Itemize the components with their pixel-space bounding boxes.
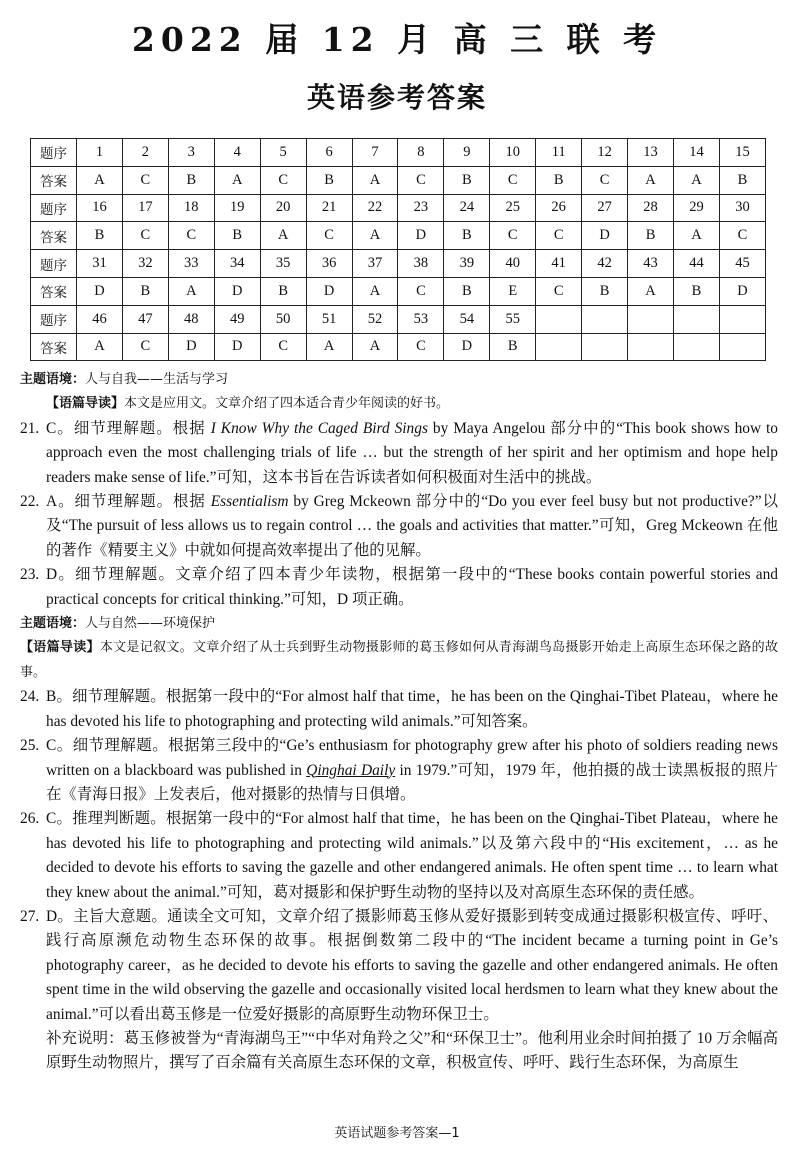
answer-cell: C xyxy=(306,222,352,250)
answer-cell: B xyxy=(582,277,628,305)
answer-cell: C xyxy=(398,277,444,305)
answer-explanation-27: 27. D。主旨大意题。通读全文可知，文章介绍了摄影师葛玉修从爱好摄影到转变成通过摄影积极宣传、呼吁、践行高原濒危动物生态环保的故事。根据倒数第二段中的“The incident became a turning point in Ge’s photography career，as he decided to devote his efforts to saving the gazelle and other endangered animals. He often spent time in the wild observing the gazelle and occasionally visited local herdsmen to learn what they knew about the animal.”可以看出葛玉修是一位爱好摄影的高原野生动物环保卫士。 xyxy=(20,907,778,1023)
question-number-cell: 48 xyxy=(168,305,214,333)
question-number-cell: 38 xyxy=(398,250,444,278)
row-label: 题序 xyxy=(31,194,77,222)
answer-cell: B xyxy=(214,222,260,250)
answer-cell xyxy=(536,333,582,361)
question-number-cell: 55 xyxy=(490,305,536,333)
answer-cell: C xyxy=(122,222,168,250)
question-number-cell: 13 xyxy=(628,139,674,167)
question-number-cell: 6 xyxy=(306,139,352,167)
question-number-cell: 10 xyxy=(490,139,536,167)
answer-cell: B xyxy=(719,166,765,194)
question-number-cell: 36 xyxy=(306,250,352,278)
number-row xyxy=(31,139,766,167)
answer-cell: A xyxy=(168,277,214,305)
question-number-cell: 16 xyxy=(77,194,123,222)
answer-cell: B xyxy=(444,277,490,305)
answer-cell: B xyxy=(168,166,214,194)
answer-cell: E xyxy=(490,277,536,305)
answer-cell: B xyxy=(628,222,674,250)
answer-cell: C xyxy=(260,333,306,361)
answer-cell: D xyxy=(444,333,490,361)
question-number-cell: 17 xyxy=(122,194,168,222)
answer-cell: A xyxy=(628,166,674,194)
question-number-cell: 47 xyxy=(122,305,168,333)
answer-cell: A xyxy=(628,277,674,305)
question-number-cell: 37 xyxy=(352,250,398,278)
answer-cell: D xyxy=(214,277,260,305)
question-number-cell: 25 xyxy=(490,194,536,222)
page-subtitle: 英语参考答案 xyxy=(306,81,487,114)
answer-row xyxy=(31,222,766,250)
question-number-cell: 42 xyxy=(582,250,628,278)
number-row xyxy=(31,305,766,333)
answer-cell: B xyxy=(77,222,123,250)
question-number-cell: 9 xyxy=(444,139,490,167)
answer-cell: B xyxy=(260,277,306,305)
answer-cell: A xyxy=(673,222,719,250)
explanations xyxy=(20,368,778,1076)
guide-line-2: 【语篇导读】本文是记叙文。文章介绍了从士兵到野生动物摄影师的葛玉修如何从青海湖鸟岛摄影开始走上高原生态环保之路的故事。 xyxy=(20,640,778,680)
theme-line-2: 主题语境：人与自然——环境保护 xyxy=(20,616,216,632)
row-label: 答案 xyxy=(31,277,77,305)
supplement-note: 补充说明：葛玉修被誉为“青海湖鸟王”“中华对角羚之父”和“环保卫士”。他利用业余时间拍摄了 10 万余幅高原野生动物照片，撰写了百余篇有关高原生态环保的文章，积极宣传、呼吁、践行生态环保，为高原生 xyxy=(46,1029,778,1072)
answer-cell: D xyxy=(214,333,260,361)
answer-cell: C xyxy=(168,222,214,250)
answer-cell: B xyxy=(444,222,490,250)
answer-cell: D xyxy=(168,333,214,361)
answer-row xyxy=(31,277,766,305)
answer-explanation-25: 25. C。细节理解题。根据第三段中的“Ge’s enthusiasm for photography grew after his photo of soldiers reading news written on a blackboard was published in Qinghai Daily in 1979.”可知，1979 年，他拍摄的战士读黑板报的照片在《青海日报》上发表后，他对摄影的热情与日俱增。 xyxy=(20,737,778,803)
question-number-cell: 43 xyxy=(628,250,674,278)
question-number-cell: 20 xyxy=(260,194,306,222)
question-number-cell: 52 xyxy=(352,305,398,333)
question-number-cell xyxy=(673,305,719,333)
question-number-cell: 27 xyxy=(582,194,628,222)
answer-cell xyxy=(628,333,674,361)
question-number-cell: 53 xyxy=(398,305,444,333)
answer-cell: C xyxy=(398,166,444,194)
page-title: 2022 届 12 月 高 三 联 考 xyxy=(131,20,663,59)
row-label: 答案 xyxy=(31,333,77,361)
answer-cell: D xyxy=(77,277,123,305)
answer-cell: B xyxy=(673,277,719,305)
row-label: 题序 xyxy=(31,305,77,333)
question-number-cell: 23 xyxy=(398,194,444,222)
question-number-cell xyxy=(582,305,628,333)
question-number-cell: 21 xyxy=(306,194,352,222)
question-number-cell: 5 xyxy=(260,139,306,167)
question-number-cell: 30 xyxy=(719,194,765,222)
question-number-cell: 29 xyxy=(673,194,719,222)
question-number-cell: 3 xyxy=(168,139,214,167)
answer-cell: C xyxy=(582,166,628,194)
row-label: 答案 xyxy=(31,222,77,250)
question-number-cell: 40 xyxy=(490,250,536,278)
question-number-cell: 34 xyxy=(214,250,260,278)
answer-cell: B xyxy=(536,166,582,194)
answer-cell: A xyxy=(214,166,260,194)
answer-cell: B xyxy=(444,166,490,194)
answer-cell: C xyxy=(536,277,582,305)
answer-cell: C xyxy=(490,166,536,194)
question-number-cell: 32 xyxy=(122,250,168,278)
answer-cell: C xyxy=(490,222,536,250)
page-footer: 英语试题参考答案—1 xyxy=(334,1126,460,1141)
answer-cell: C xyxy=(260,166,306,194)
answer-cell: B xyxy=(490,333,536,361)
question-number-cell: 50 xyxy=(260,305,306,333)
answer-explanation-26: 26. C。推理判断题。根据第一段中的“For almost half that time，he has been on the Qinghai-Tibet Plateau，where he has devoted his life to photographing and protecting wild animals.”以及第六段中的“His excitement，… as he decided to devote his efforts to saving the gazelle and other endangered animals. He often spent time … to learn what they knew about the animal.”可知，葛对摄影和保护野生动物的坚持以及对高原生态环保的责任感。 xyxy=(20,810,778,901)
question-number-cell: 41 xyxy=(536,250,582,278)
answer-cell: A xyxy=(673,166,719,194)
answer-row xyxy=(31,166,766,194)
answer-cell: A xyxy=(77,166,123,194)
question-number-cell: 31 xyxy=(77,250,123,278)
question-number-cell: 11 xyxy=(536,139,582,167)
answer-explanation-24: 24. B。细节理解题。根据第一段中的“For almost half that time，he has been on the Qinghai-Tibet Plateau，where he has devoted his life to photographing and protecting wild animals.”可知答案。 xyxy=(20,688,778,730)
answer-row xyxy=(31,333,766,361)
question-number-cell: 14 xyxy=(673,139,719,167)
answer-cell: C xyxy=(719,222,765,250)
answer-cell: D xyxy=(719,277,765,305)
row-label: 题序 xyxy=(31,139,77,167)
question-number-cell xyxy=(628,305,674,333)
question-number-cell: 2 xyxy=(122,139,168,167)
answer-cell: D xyxy=(306,277,352,305)
answer-cell: C xyxy=(122,333,168,361)
question-number-cell: 7 xyxy=(352,139,398,167)
question-number-cell: 49 xyxy=(214,305,260,333)
number-row xyxy=(31,250,766,278)
question-number-cell: 51 xyxy=(306,305,352,333)
answer-cell: C xyxy=(536,222,582,250)
question-number-cell xyxy=(719,305,765,333)
question-number-cell: 28 xyxy=(628,194,674,222)
question-number-cell: 35 xyxy=(260,250,306,278)
theme-line-1: 主题语境：人与自我——生活与学习 xyxy=(20,372,229,387)
answer-cell: C xyxy=(122,166,168,194)
answer-cell: D xyxy=(582,222,628,250)
row-label: 题序 xyxy=(31,250,77,278)
answer-cell: A xyxy=(77,333,123,361)
question-number-cell: 19 xyxy=(214,194,260,222)
question-number-cell: 24 xyxy=(444,194,490,222)
question-number-cell: 44 xyxy=(673,250,719,278)
question-number-cell: 8 xyxy=(398,139,444,167)
question-number-cell: 46 xyxy=(77,305,123,333)
answer-table xyxy=(30,138,766,361)
answer-explanation-23: 23. D。细节理解题。文章介绍了四本青少年读物，根据第一段中的“These books contain powerful stories and practical concepts for critical thinking.”可知，D 项正确。 xyxy=(20,566,778,608)
question-number-cell: 4 xyxy=(214,139,260,167)
answer-cell: C xyxy=(398,333,444,361)
question-number-cell: 18 xyxy=(168,194,214,222)
question-number-cell: 39 xyxy=(444,250,490,278)
question-number-cell: 1 xyxy=(77,139,123,167)
answer-cell: B xyxy=(122,277,168,305)
answer-cell: A xyxy=(306,333,352,361)
answer-cell: A xyxy=(352,166,398,194)
answer-cell xyxy=(719,333,765,361)
answer-cell xyxy=(582,333,628,361)
question-number-cell xyxy=(536,305,582,333)
question-number-cell: 15 xyxy=(719,139,765,167)
question-number-cell: 26 xyxy=(536,194,582,222)
answer-cell xyxy=(673,333,719,361)
answer-cell: B xyxy=(306,166,352,194)
answer-cell: A xyxy=(352,333,398,361)
answer-cell: A xyxy=(352,222,398,250)
question-number-cell: 22 xyxy=(352,194,398,222)
question-number-cell: 12 xyxy=(582,139,628,167)
answer-cell: D xyxy=(398,222,444,250)
question-number-cell: 45 xyxy=(719,250,765,278)
answer-cell: A xyxy=(260,222,306,250)
question-number-cell: 54 xyxy=(444,305,490,333)
answer-explanation-21: 21. C。细节理解题。根据 I Know Why the Caged Bird Sings by Maya Angelou 部分中的“This book shows how to approach even the most challenging trials of life … but the strength of her spirit and her optimism and hope help readers make sense of life.”可知，这本书旨在告诉读者如何积极面对生活中的挑战。 xyxy=(20,419,778,486)
row-label: 答案 xyxy=(31,166,77,194)
number-row xyxy=(31,194,766,222)
answer-explanation-22: 22. A。细节理解题。根据 Essentialism by Greg Mckeown 部分中的“Do you ever feel busy but not productive?”以及“The pursuit of less allows us to regain control … the goals and activities that matter.”可知，Greg Mckeown 在他的著作《精要主义》中就如何提高效率提出了他的见解。 xyxy=(20,493,778,559)
answer-cell: A xyxy=(352,277,398,305)
question-number-cell: 33 xyxy=(168,250,214,278)
guide-line-1: 【语篇导读】本文是应用文。文章介绍了四本适合青少年阅读的好书。 xyxy=(46,396,450,412)
